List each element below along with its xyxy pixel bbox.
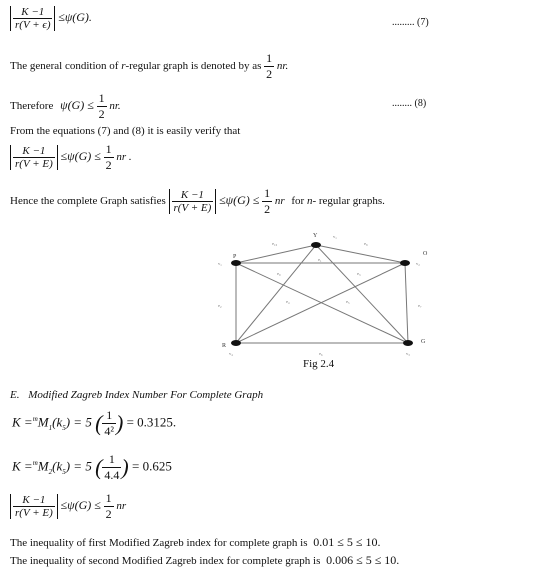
denominator: 4²	[104, 424, 115, 438]
denominator: 2	[98, 107, 105, 121]
vertex-r	[231, 340, 241, 346]
edge-label: e₇	[418, 303, 422, 308]
text: ≤ψ(G) ≤	[60, 498, 101, 513]
edge-label: e₄	[286, 299, 290, 304]
text: (k	[52, 458, 63, 474]
complete-graph-figure	[0, 225, 551, 385]
combined-inequality	[10, 142, 132, 173]
fraction	[104, 142, 114, 173]
edge	[316, 245, 405, 263]
denominator: 2	[266, 67, 273, 81]
vertex-sublabel: v₄	[229, 351, 233, 356]
vertex-sublabel: v₃	[406, 351, 410, 356]
fraction	[102, 452, 121, 483]
symbol-r: r	[121, 60, 126, 73]
section-title: Modified Zagreb Index Number For Complete Graph	[28, 389, 264, 401]
inequality-second-zagreb	[10, 553, 399, 568]
numerator: K −1	[21, 6, 45, 18]
edge-label: e₁₀	[272, 241, 278, 246]
text: nr .	[116, 151, 132, 164]
text: ≤ψ(G) ≤	[219, 193, 260, 208]
equation-modified-zagreb-m2	[12, 452, 172, 483]
superscript: m	[32, 415, 38, 424]
denominator: r(V + E)	[173, 202, 212, 214]
superscript: m	[32, 459, 38, 468]
equation-lhs: ψ(G) ≤	[60, 98, 94, 113]
denominator: 2	[105, 158, 112, 172]
text: Therefore	[10, 100, 54, 113]
text: = 0.3125.	[126, 414, 177, 430]
text: The general condition of	[10, 60, 119, 73]
numerator: 1	[105, 142, 112, 156]
fraction	[102, 408, 116, 439]
section-heading	[10, 389, 263, 401]
vertex-label-y: Y	[313, 233, 318, 239]
numerator: K −1	[22, 494, 46, 506]
text: K =	[12, 458, 33, 474]
abs-fraction	[10, 6, 55, 31]
inequality-first-zagreb	[10, 535, 380, 550]
vertex-label-g: G	[421, 339, 426, 345]
text: for	[291, 195, 305, 208]
text: The inequality of second Modified Zagreb index for complete graph is	[10, 555, 321, 567]
edge	[405, 263, 408, 343]
text: (k	[52, 414, 63, 430]
fraction	[97, 91, 107, 122]
numerator: 1	[264, 186, 271, 200]
subscript: 2	[48, 468, 53, 477]
vertex-y	[311, 242, 321, 248]
text: nr.	[109, 100, 121, 113]
denominator: 4.4	[104, 468, 120, 482]
equation-modified-zagreb-m1	[12, 408, 176, 439]
text: M	[37, 414, 49, 430]
fraction	[264, 51, 274, 82]
text: - regular graphs.	[312, 195, 385, 208]
text: K =	[12, 414, 33, 430]
equation-rhs: ≤ψ(G).	[58, 10, 92, 25]
paren-open: (	[95, 410, 103, 436]
final-inequality	[10, 491, 126, 522]
text: ≤ψ(G) ≤	[60, 149, 101, 164]
vertex-o	[400, 260, 410, 266]
symbol-n: n	[306, 195, 313, 208]
numerator: K −1	[22, 145, 46, 157]
text: ) = 5	[65, 414, 92, 430]
edge-label: e₈	[364, 241, 368, 246]
numerator: 1	[105, 491, 112, 505]
figure-caption: Fig 2.4	[303, 358, 335, 370]
edge-label: e₆	[319, 351, 323, 356]
edge	[236, 245, 316, 343]
denominator: 2	[264, 202, 271, 216]
text: M	[37, 458, 49, 474]
edge-label: e₉	[277, 271, 281, 276]
section-letter: E.	[10, 389, 20, 401]
edge-label: e₁	[318, 257, 322, 262]
text: nr.	[276, 60, 289, 73]
paren-close: )	[121, 454, 129, 480]
text: = 0.625	[131, 458, 172, 474]
vertex-sublabel: v₁	[218, 261, 222, 266]
text: nr	[116, 500, 127, 513]
abs-fraction	[169, 189, 217, 214]
inequality-math: 0.01 ≤ 5 ≤ 10.	[313, 535, 381, 549]
denominator: 2	[105, 507, 112, 521]
numerator: 1	[108, 452, 115, 466]
vertex-label-r: R	[222, 343, 227, 349]
fraction	[262, 186, 272, 217]
equation-7	[10, 6, 92, 31]
edge-label: e₃	[357, 271, 361, 276]
graph-edges	[236, 245, 408, 343]
vertex-g	[403, 340, 413, 346]
abs-fraction	[10, 145, 58, 170]
paragraph-from-equations: From the equations (7) and (8) it is easily verify that	[10, 125, 241, 137]
edge-label: e₂	[218, 303, 222, 308]
paren-close: )	[116, 410, 124, 436]
paren-open: (	[95, 454, 103, 480]
vertex-sublabel: v₁	[333, 234, 337, 239]
numerator: K −1	[180, 189, 204, 201]
inequality-math: 0.006 ≤ 5 ≤ 10.	[326, 553, 400, 567]
equation-number-7: ......... (7)	[392, 17, 429, 28]
subscript: 5	[62, 424, 66, 433]
numerator: 1	[98, 91, 105, 105]
text: Hence the complete Graph satisfies	[10, 195, 166, 208]
subscript: 1	[48, 424, 53, 433]
text: -regular graph is denoted by as	[125, 60, 262, 73]
denominator: r(V + ϵ)	[15, 19, 51, 31]
fraction	[104, 491, 114, 522]
text: The inequality of first Modified Zagreb index for complete graph is	[10, 537, 308, 549]
numerator: 1	[266, 51, 273, 65]
text: ) = 5	[65, 458, 92, 474]
equation-number-8: ........ (8)	[392, 98, 427, 109]
denominator: r(V + E)	[15, 158, 53, 170]
hence-line	[10, 186, 385, 217]
subscript: 5	[62, 468, 66, 477]
text: nr	[274, 195, 285, 208]
general-condition-line	[10, 51, 288, 82]
vertex-label-o: O	[423, 251, 428, 257]
numerator: 1	[106, 408, 113, 422]
edge	[316, 245, 408, 343]
abs-fraction	[10, 494, 58, 519]
denominator: r(V + E)	[15, 507, 53, 519]
edge-label: e₅	[346, 299, 350, 304]
vertex-p	[231, 260, 241, 266]
vertex-sublabel: v₂	[416, 261, 420, 266]
vertex-label-p: P	[233, 254, 237, 260]
equation-8	[10, 91, 121, 122]
